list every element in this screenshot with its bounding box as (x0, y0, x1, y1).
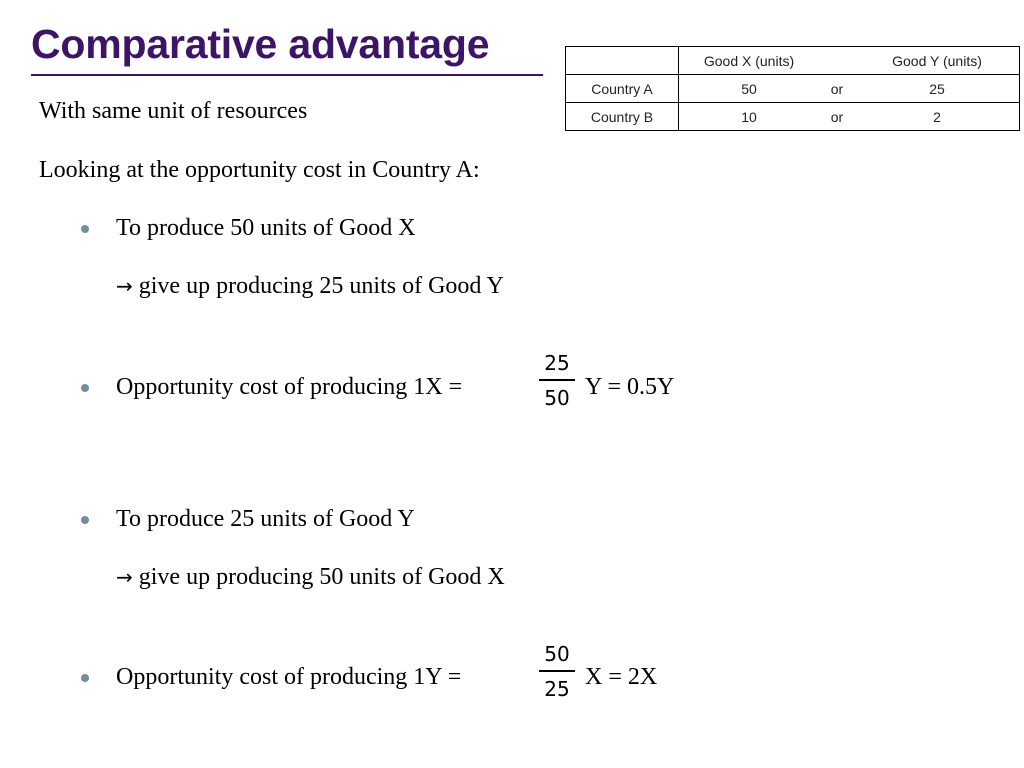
fraction-numerator: 25 (544, 351, 570, 375)
table-cell: 2 (855, 103, 1020, 131)
table-cell: 25 (855, 75, 1020, 103)
bullet-dot-icon (81, 516, 89, 524)
table-cell: or (819, 103, 855, 131)
sub-point (116, 271, 504, 301)
bullet-dot-icon (81, 384, 89, 392)
table-header-row (566, 47, 1020, 75)
bullet-text: To produce 25 units of Good Y (116, 506, 415, 532)
table-header-cell (819, 47, 855, 75)
bullet-text: Opportunity cost of producing 1X = (116, 374, 463, 400)
bullet-text: Opportunity cost of producing 1Y = (116, 664, 462, 690)
formula-result: X = 2X (585, 664, 658, 690)
bullet-dot-icon (81, 674, 89, 682)
title-underline (31, 74, 543, 76)
right-arrow-icon: → (116, 274, 133, 298)
fraction-denominator: 50 (544, 386, 570, 410)
fraction-numerator: 50 (544, 642, 570, 666)
table-cell: 10 (679, 103, 820, 131)
fraction-bar (539, 670, 575, 672)
sub-point-text: give up producing 50 units of Good X (138, 564, 505, 590)
table-cell: or (819, 75, 855, 103)
table-cell: 50 (679, 75, 820, 103)
right-arrow-icon: → (116, 565, 133, 589)
table-row (566, 75, 1020, 103)
fraction (539, 352, 575, 409)
sub-point-text: give up producing 25 units of Good Y (138, 273, 504, 299)
table-header-cell: Good X (units) (679, 47, 820, 75)
table-header-cell (566, 47, 679, 75)
intro-text: Looking at the opportunity cost in Country A: (39, 157, 480, 183)
fraction-bar (539, 379, 575, 381)
bullet-text: To produce 50 units of Good X (116, 215, 416, 241)
fraction (539, 643, 575, 700)
slide-title: Comparative advantage (31, 21, 490, 67)
subtitle: With same unit of resources (39, 98, 308, 124)
table-cell: Country B (566, 103, 679, 131)
formula-result: Y = 0.5Y (585, 374, 675, 400)
table-row (566, 103, 1020, 131)
sub-point (116, 562, 505, 592)
bullet-dot-icon (81, 225, 89, 233)
fraction-denominator: 25 (544, 677, 570, 701)
table-header-cell: Good Y (units) (855, 47, 1020, 75)
production-table (565, 46, 1020, 131)
table-cell: Country A (566, 75, 679, 103)
